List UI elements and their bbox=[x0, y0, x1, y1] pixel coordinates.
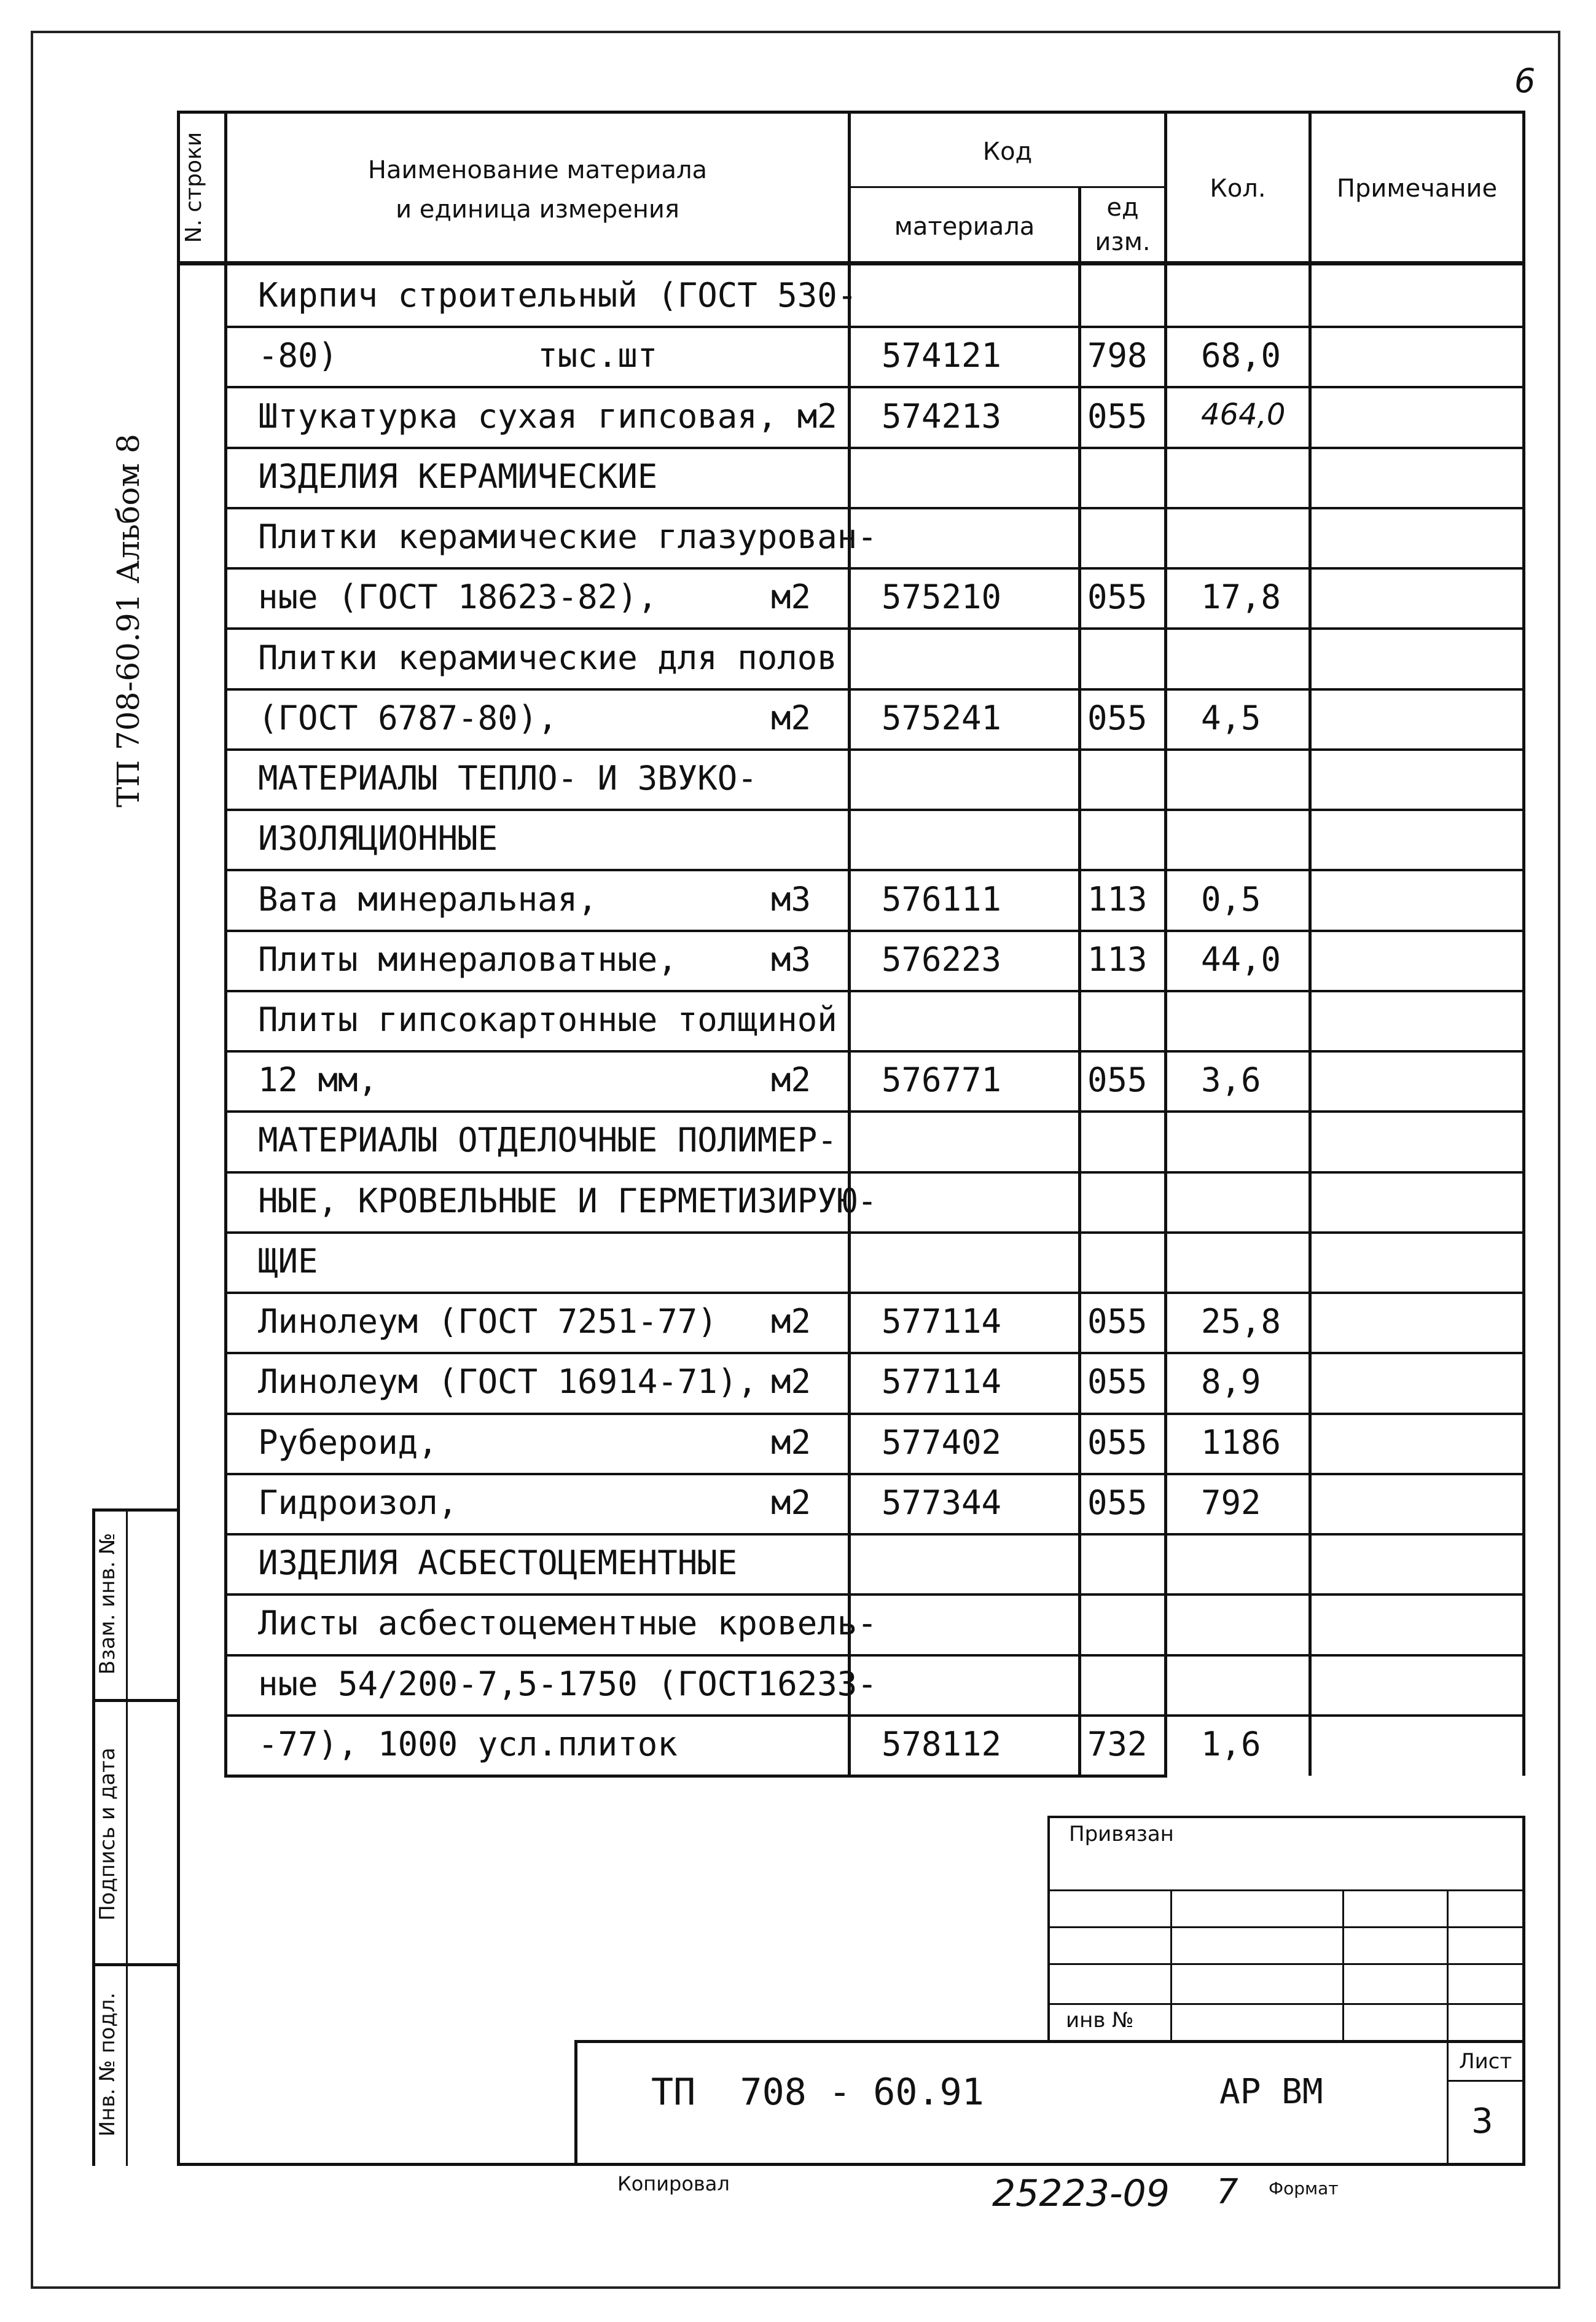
row-quantity: 8,9 bbox=[1201, 1362, 1261, 1402]
row-material-code: 574121 bbox=[882, 336, 1002, 375]
row-unit-code: 055 bbox=[1087, 1061, 1148, 1100]
row-divider bbox=[224, 1171, 1525, 1174]
stamp-podpis-data: Подпись и дата bbox=[95, 1747, 120, 1921]
row-divider bbox=[224, 1473, 1525, 1475]
row-unit: м3 bbox=[770, 939, 811, 979]
row-divider bbox=[224, 1413, 1525, 1415]
footer-order-number: 25223-09 bbox=[992, 2172, 1170, 2215]
row-material-code: 577344 bbox=[882, 1483, 1002, 1522]
header-code-unit: ед изм. bbox=[1095, 194, 1151, 256]
row-name: ные (ГОСТ 18623-82), bbox=[258, 578, 658, 617]
row-unit: м2 bbox=[770, 578, 811, 617]
row-name: -77), 1000 усл.плиток bbox=[258, 1724, 678, 1763]
document-code: ТП 708 - 60.91 bbox=[651, 2071, 984, 2114]
row-divider bbox=[224, 1714, 1525, 1717]
row-divider bbox=[224, 1292, 1525, 1294]
row-divider bbox=[224, 326, 1525, 328]
row-material-code: 577402 bbox=[882, 1422, 1002, 1462]
row-divider bbox=[224, 386, 1525, 388]
row-name: Вата минеральная, bbox=[258, 879, 598, 919]
row-unit: м3 bbox=[770, 879, 811, 919]
sheet-label: Лист bbox=[1459, 2049, 1512, 2074]
row-name: МАТЕРИАЛЫ ОТДЕЛОЧНЫЕ ПОЛИМЕР- bbox=[258, 1121, 837, 1160]
row-material-code: 576111 bbox=[882, 879, 1002, 919]
header-qty: Кол. bbox=[1210, 175, 1266, 203]
row-name: Плитки керамические для полов bbox=[258, 638, 837, 677]
row-name: (ГОСТ 6787-80), bbox=[258, 698, 558, 737]
row-quantity: 44,0 bbox=[1201, 939, 1281, 979]
row-name: Гидроизол, bbox=[258, 1483, 458, 1522]
row-material-code: 576771 bbox=[882, 1061, 1002, 1100]
row-divider bbox=[224, 1050, 1525, 1053]
row-unit-code: 732 bbox=[1087, 1724, 1148, 1763]
row-divider bbox=[224, 688, 1525, 691]
row-unit-code: 798 bbox=[1087, 336, 1148, 375]
row-unit-code: 055 bbox=[1087, 698, 1148, 737]
row-divider bbox=[224, 1352, 1525, 1354]
row-name: 12 мм, bbox=[258, 1061, 378, 1100]
row-unit: м2 bbox=[770, 1362, 811, 1402]
footer-copy-number: 7 bbox=[1216, 2172, 1238, 2212]
row-name: -80) тыс.шт bbox=[258, 336, 658, 375]
row-name: ные 54/200-7,5-1750 (ГОСТ16233- bbox=[258, 1664, 877, 1703]
row-quantity: 4,5 bbox=[1201, 698, 1261, 737]
row-unit: м2 bbox=[770, 1302, 811, 1341]
row-quantity: 68,0 bbox=[1201, 336, 1281, 375]
row-quantity: 464,0 bbox=[1201, 397, 1286, 432]
row-divider bbox=[224, 869, 1525, 871]
row-material-code: 578112 bbox=[882, 1724, 1002, 1763]
stamp-vzam-inv: Взам. инв. № bbox=[95, 1532, 120, 1675]
row-name: МАТЕРИАЛЫ ТЕПЛО- И ЗВУКО- bbox=[258, 759, 757, 798]
header-name: Наименование материала и единица измерения bbox=[367, 156, 708, 224]
row-unit-code: 055 bbox=[1087, 1362, 1148, 1402]
row-divider bbox=[224, 1654, 1525, 1657]
row-unit: м2 bbox=[770, 1061, 811, 1100]
row-name: Листы асбестоцементные кровель- bbox=[258, 1604, 877, 1643]
header-row-no: N. строки bbox=[181, 131, 206, 243]
footer-format: Формат bbox=[1269, 2178, 1339, 2198]
row-divider bbox=[224, 990, 1525, 992]
row-divider bbox=[224, 1231, 1525, 1234]
row-material-code: 574213 bbox=[882, 396, 1002, 436]
row-material-code: 576223 bbox=[882, 939, 1002, 979]
row-name: Штукатурка сухая гипсовая, м2 bbox=[258, 396, 837, 436]
sheet-number: 6 bbox=[1514, 61, 1536, 100]
row-material-code: 577114 bbox=[882, 1362, 1002, 1402]
side-title: ТП 708-60.91 Альбом 8 bbox=[111, 434, 146, 807]
row-name: НЫЕ, КРОВЕЛЬНЫЕ И ГЕРМЕТИЗИРУЮ- bbox=[258, 1181, 877, 1220]
row-unit-code: 113 bbox=[1087, 939, 1148, 979]
header-note: Примечание bbox=[1336, 175, 1498, 203]
header-code-material: материала bbox=[894, 213, 1035, 241]
row-divider bbox=[224, 627, 1525, 630]
row-unit-code: 055 bbox=[1087, 396, 1148, 436]
row-name: Кирпич строительный (ГОСТ 530- bbox=[258, 276, 858, 315]
row-name: Линолеум (ГОСТ 16914-71), bbox=[258, 1362, 757, 1402]
row-divider bbox=[224, 930, 1525, 932]
document-mark: АР ВМ bbox=[1219, 2072, 1323, 2112]
row-name: ИЗДЕЛИЯ КЕРАМИЧЕСКИЕ bbox=[258, 457, 658, 496]
row-divider bbox=[224, 567, 1525, 570]
row-unit-code: 055 bbox=[1087, 1302, 1148, 1341]
row-quantity: 792 bbox=[1201, 1483, 1261, 1522]
row-divider bbox=[224, 1110, 1525, 1113]
header-code: Код bbox=[982, 138, 1033, 166]
row-divider bbox=[224, 507, 1525, 509]
row-quantity: 3,6 bbox=[1201, 1061, 1261, 1100]
row-name: Плитки керамические глазурован- bbox=[258, 517, 877, 557]
row-unit: м2 bbox=[770, 698, 811, 737]
row-quantity: 17,8 bbox=[1201, 578, 1281, 617]
row-unit: м2 bbox=[770, 1483, 811, 1522]
row-name: Рубероид, bbox=[258, 1422, 438, 1462]
row-unit-code: 055 bbox=[1087, 578, 1148, 617]
row-name: Линолеум (ГОСТ 7251-77) bbox=[258, 1302, 718, 1341]
row-name: Плиты гипсокартонные толщиной bbox=[258, 1000, 837, 1039]
row-unit-code: 113 bbox=[1087, 879, 1148, 919]
row-quantity: 25,8 bbox=[1201, 1302, 1281, 1341]
row-name: ИЗОЛЯЦИОННЫЕ bbox=[258, 819, 498, 858]
inv-no-label: инв № bbox=[1066, 2008, 1134, 2033]
row-divider bbox=[224, 1533, 1525, 1536]
row-name: Плиты минераловатные, bbox=[258, 939, 678, 979]
row-quantity: 1,6 bbox=[1201, 1724, 1261, 1763]
row-material-code: 577114 bbox=[882, 1302, 1002, 1341]
row-divider bbox=[224, 809, 1525, 811]
stamp-inv-podl: Инв. № подл. bbox=[95, 1992, 120, 2137]
row-unit-code: 055 bbox=[1087, 1483, 1148, 1522]
row-divider bbox=[224, 1593, 1525, 1596]
row-material-code: 575241 bbox=[882, 698, 1002, 737]
row-name: ИЗДЕЛИЯ АСБЕСТОЦЕМЕНТНЫЕ bbox=[258, 1543, 738, 1583]
footer-copied: Копировал bbox=[617, 2172, 730, 2195]
row-quantity: 0,5 bbox=[1201, 879, 1261, 919]
row-divider bbox=[224, 748, 1525, 751]
row-unit: м2 bbox=[770, 1422, 811, 1462]
row-quantity: 1186 bbox=[1201, 1422, 1281, 1462]
row-unit-code: 055 bbox=[1087, 1422, 1148, 1462]
row-divider bbox=[224, 447, 1525, 449]
sheet-value: 3 bbox=[1471, 2101, 1493, 2141]
row-name: ЩИЕ bbox=[258, 1241, 318, 1281]
privyazan-label: Привязан bbox=[1069, 1822, 1174, 1846]
row-material-code: 575210 bbox=[882, 578, 1002, 617]
